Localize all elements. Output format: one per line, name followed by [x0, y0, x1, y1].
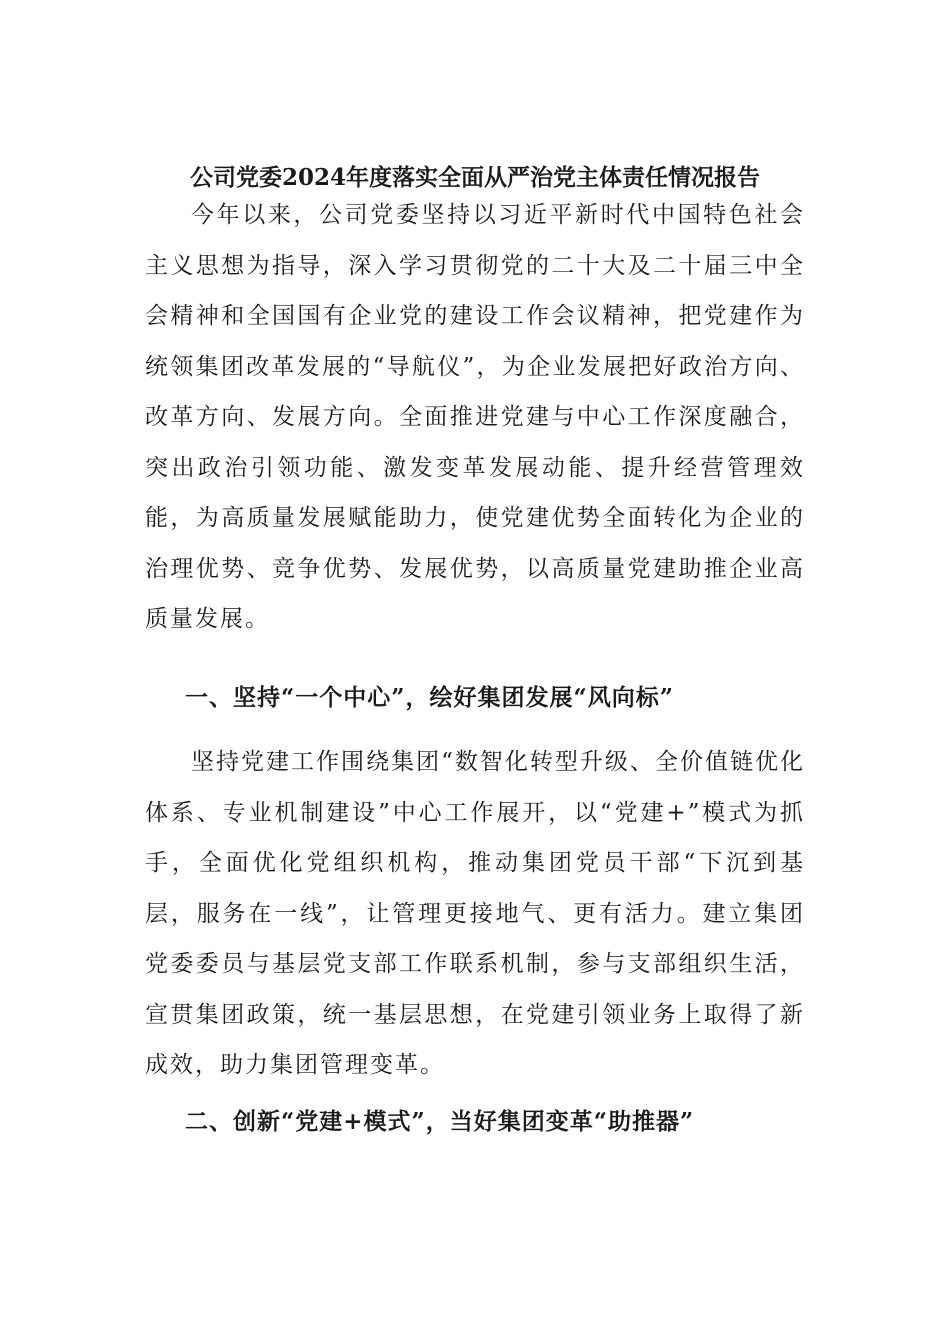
document-title: 公司党委2024年度落实全面从严治党主体责任情况报告	[189, 164, 760, 191]
section-1-paragraph: 坚持党建工作围绕集团“数智化转型升级、全价值链优化体系、专业机制建设”中心工作展开，以“党建+”模式为抓手，全面优化党组织机构，推动集团党员干部“下沉到基层，服务在一线”，让管理更接地气、更有活力。建立集团党委委员与基层党支部工作联系机制，参与支部组织生活，宣贯集团政策，统一基层思想，在党建引领业务上取得了新成效，助力集团管理变革。	[145, 749, 805, 1078]
section-2-heading: 二、创新“党建+模式”，当好集团变革“助推器”	[185, 1108, 695, 1135]
intro-paragraph: 今年以来，公司党委坚持以习近平新时代中国特色社会主义思想为指导，深入学习贯彻党的二十大及二十届三中全会精神和全国国有企业党的建设工作会议精神，把党建作为统领集团改革发展的“导航仪”，为企业发展把好政治方向、改革方向、发展方向。全面推进党建与中心工作深度融合，突出政治引领功能、激发变革发展动能、提升经营管理效能，为高质量发展赋能助力，使党建优势全面转化为企业的治理优势、竞争优势、发展优势，以高质量党建助推企业高质量发展。	[145, 202, 805, 632]
section-1-heading: 一、坚持“一个中心”，绘好集团发展“风向标”	[185, 684, 674, 711]
